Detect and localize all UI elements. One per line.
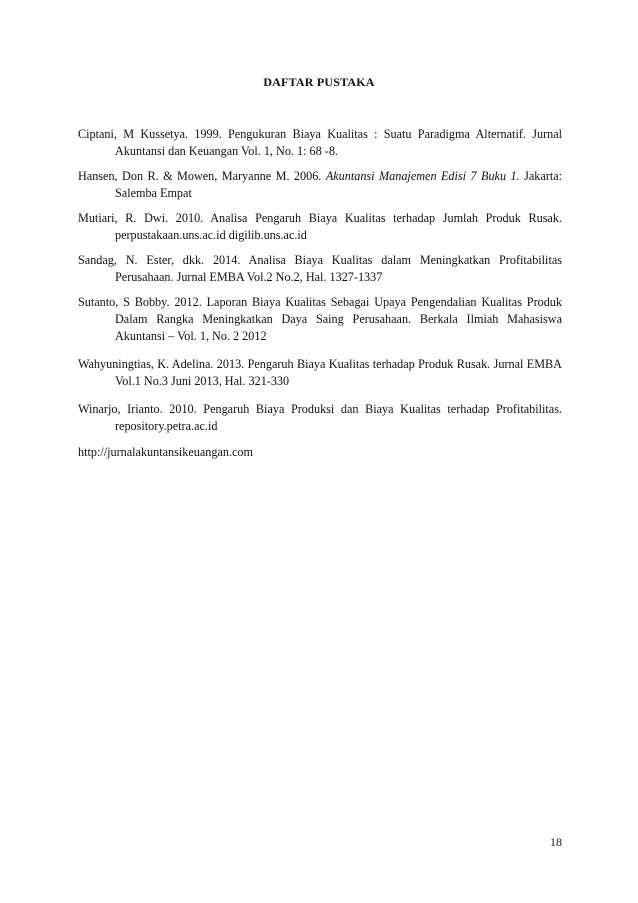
page-number: 18 — [550, 835, 562, 849]
reference-list — [78, 126, 562, 461]
reference-wahyuningtias: Wahyuningtias, K. Adelina. 2013. Pengaruh Biaya Kualitas terhadap Produk Rusak. Jurnal EMBA Vol.1 No.3 Juni 2013, Hal. 321-330 — [78, 357, 562, 388]
reference-sandag: Sandag, N. Ester, dkk. 2014. Analisa Biaya Kualitas dalam Meningkatkan Profitabilitas Perusahaan. Jurnal EMBA Vol.2 No.2, Hal. 1327-1337 — [78, 253, 562, 284]
reference-hansen-publisher: Jakarta: Salemba Empat — [115, 169, 562, 200]
reference-hansen-authors: Hansen, Don R. & Mowen, Maryanne M. 2006. — [78, 169, 326, 183]
reference-ciptani: Ciptani, M Kussetya. 1999. Pengukuran Biaya Kualitas : Suatu Paradigma Alternatif. Jurnal Akuntansi dan Keuangan Vol. 1, No. 1: 68 -8. — [78, 127, 562, 158]
reference-sutanto: Sutanto, S Bobby. 2012. Laporan Biaya Kualitas Sebagai Upaya Pengendalian Kualitas Produk Dalam Rangka Meningkatkan Daya Saing Perusahaan. Berkala Ilmiah Mahasiswa Akuntansi – Vol. 1, No. 2 2012 — [78, 295, 562, 343]
reference-url: http://jurnalakuntansikeuangan.com — [78, 445, 253, 459]
reference-winarjo: Winarjo, Irianto. 2010. Pengaruh Biaya Produksi dan Biaya Kualitas terhadap Profitabilitas. repository.petra.ac.id — [78, 402, 562, 433]
reference-hansen — [78, 168, 562, 202]
reference-hansen-book-title: Akuntansi Manajemen Edisi 7 Buku 1. — [325, 169, 520, 183]
page-title: DAFTAR PUSTAKA — [263, 75, 375, 89]
reference-mutiari: Mutiari, R. Dwi. 2010. Analisa Pengaruh Biaya Kualitas terhadap Jumlah Produk Rusak. perpustakaan.uns.ac.id digilib.uns.ac.id — [78, 211, 562, 242]
